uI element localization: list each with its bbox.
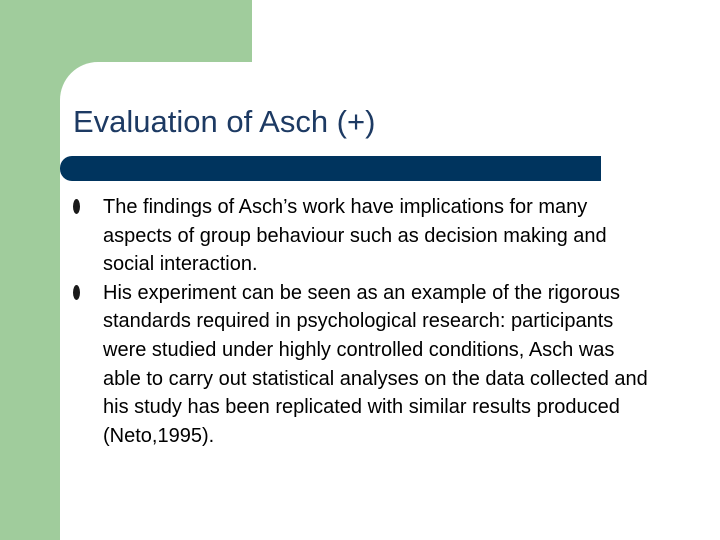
title-underline-bar <box>60 156 601 181</box>
bullet-item <box>73 193 648 279</box>
slide-title: Evaluation of Asch (+) <box>73 104 376 139</box>
bullet-text: The findings of Asch’s work have implications for many aspects of group behaviour such as decision making and social interaction. <box>103 196 607 276</box>
bullet-list <box>73 193 648 450</box>
bullet-icon <box>73 285 80 300</box>
bullet-item <box>73 279 648 451</box>
bullet-icon <box>73 199 80 214</box>
bullet-text: His experiment can be seen as an example of the rigorous standards required in psychological research: participants were studied under highly controlled conditions, Asch was able to carry out statistical analyses on the data collected and his study has been replicated with similar results produced (Neto,1995). <box>103 281 648 447</box>
